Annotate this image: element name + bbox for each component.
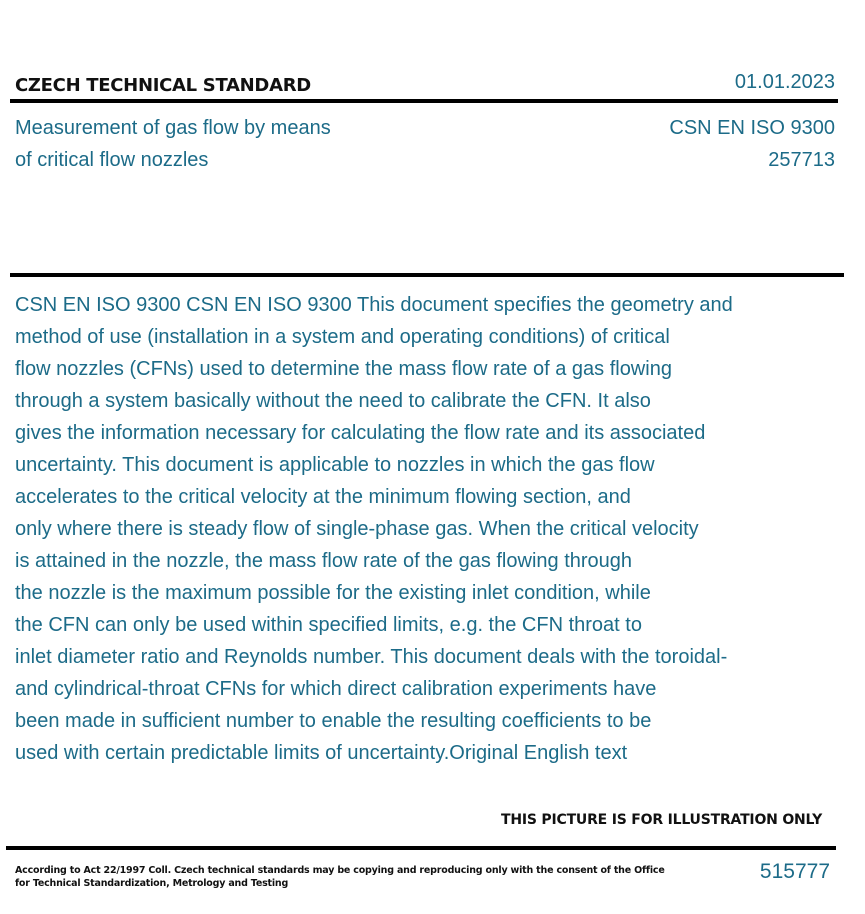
document-title-line-1: Measurement of gas flow by means xyxy=(15,117,331,139)
publication-date: 01.01.2023 xyxy=(734,71,835,93)
abstract-line: gives the information necessary for calculating the flow rate and its associated xyxy=(15,422,706,444)
standard-type-label: CZECH TECHNICAL STANDARD xyxy=(15,75,311,96)
abstract-line: the nozzle is the maximum possible for the existing inlet condition, while xyxy=(15,582,651,604)
catalog-number: 257713 xyxy=(768,149,835,171)
copyright-notice-line-1: According to Act 22/1997 Coll. Czech technical standards may be copying and reproducing only with the consent of the Office xyxy=(15,865,665,876)
abstract-line: method of use (installation in a system and operating conditions) of critical xyxy=(15,326,670,348)
abstract-text xyxy=(15,289,835,769)
abstract-line: accelerates to the critical velocity at the minimum flowing section, and xyxy=(15,486,631,508)
copyright-notice xyxy=(15,864,665,890)
abstract-line: only where there is steady flow of single-phase gas. When the critical velocity xyxy=(15,518,699,540)
title-divider xyxy=(10,273,844,277)
header-divider xyxy=(10,99,838,103)
abstract-line: used with certain predictable limits of uncertainty.Original English text xyxy=(15,742,628,764)
abstract-line: uncertainty. This document is applicable to nozzles in which the gas flow xyxy=(15,454,655,476)
abstract-line: the CFN can only be used within specified limits, e.g. the CFN throat to xyxy=(15,614,642,636)
abstract-line: and cylindrical-throat CFNs for which direct calibration experiments have xyxy=(15,678,657,700)
standard-code: CSN EN ISO 9300 xyxy=(669,117,835,139)
document-title-line-2: of critical flow nozzles xyxy=(15,149,209,171)
abstract-line: is attained in the nozzle, the mass flow rate of the gas flowing through xyxy=(15,550,633,572)
abstract-line: through a system basically without the need to calibrate the CFN. It also xyxy=(15,390,651,412)
abstract-line: been made in sufficient number to enable the resulting coefficients to be xyxy=(15,710,652,732)
illustration-disclaimer: THIS PICTURE IS FOR ILLUSTRATION ONLY xyxy=(501,812,823,828)
abstract-line: flow nozzles (CFNs) used to determine the mass flow rate of a gas flowing xyxy=(15,358,672,380)
footer-divider xyxy=(6,846,836,850)
abstract-line: inlet diameter ratio and Reynolds number. This document deals with the toroidal- xyxy=(15,646,728,668)
footer-document-number: 515777 xyxy=(759,860,830,883)
copyright-notice-line-2: for Technical Standardization, Metrology and Testing xyxy=(15,878,289,889)
abstract-line: CSN EN ISO 9300 CSN EN ISO 9300 This document specifies the geometry and xyxy=(15,294,733,316)
